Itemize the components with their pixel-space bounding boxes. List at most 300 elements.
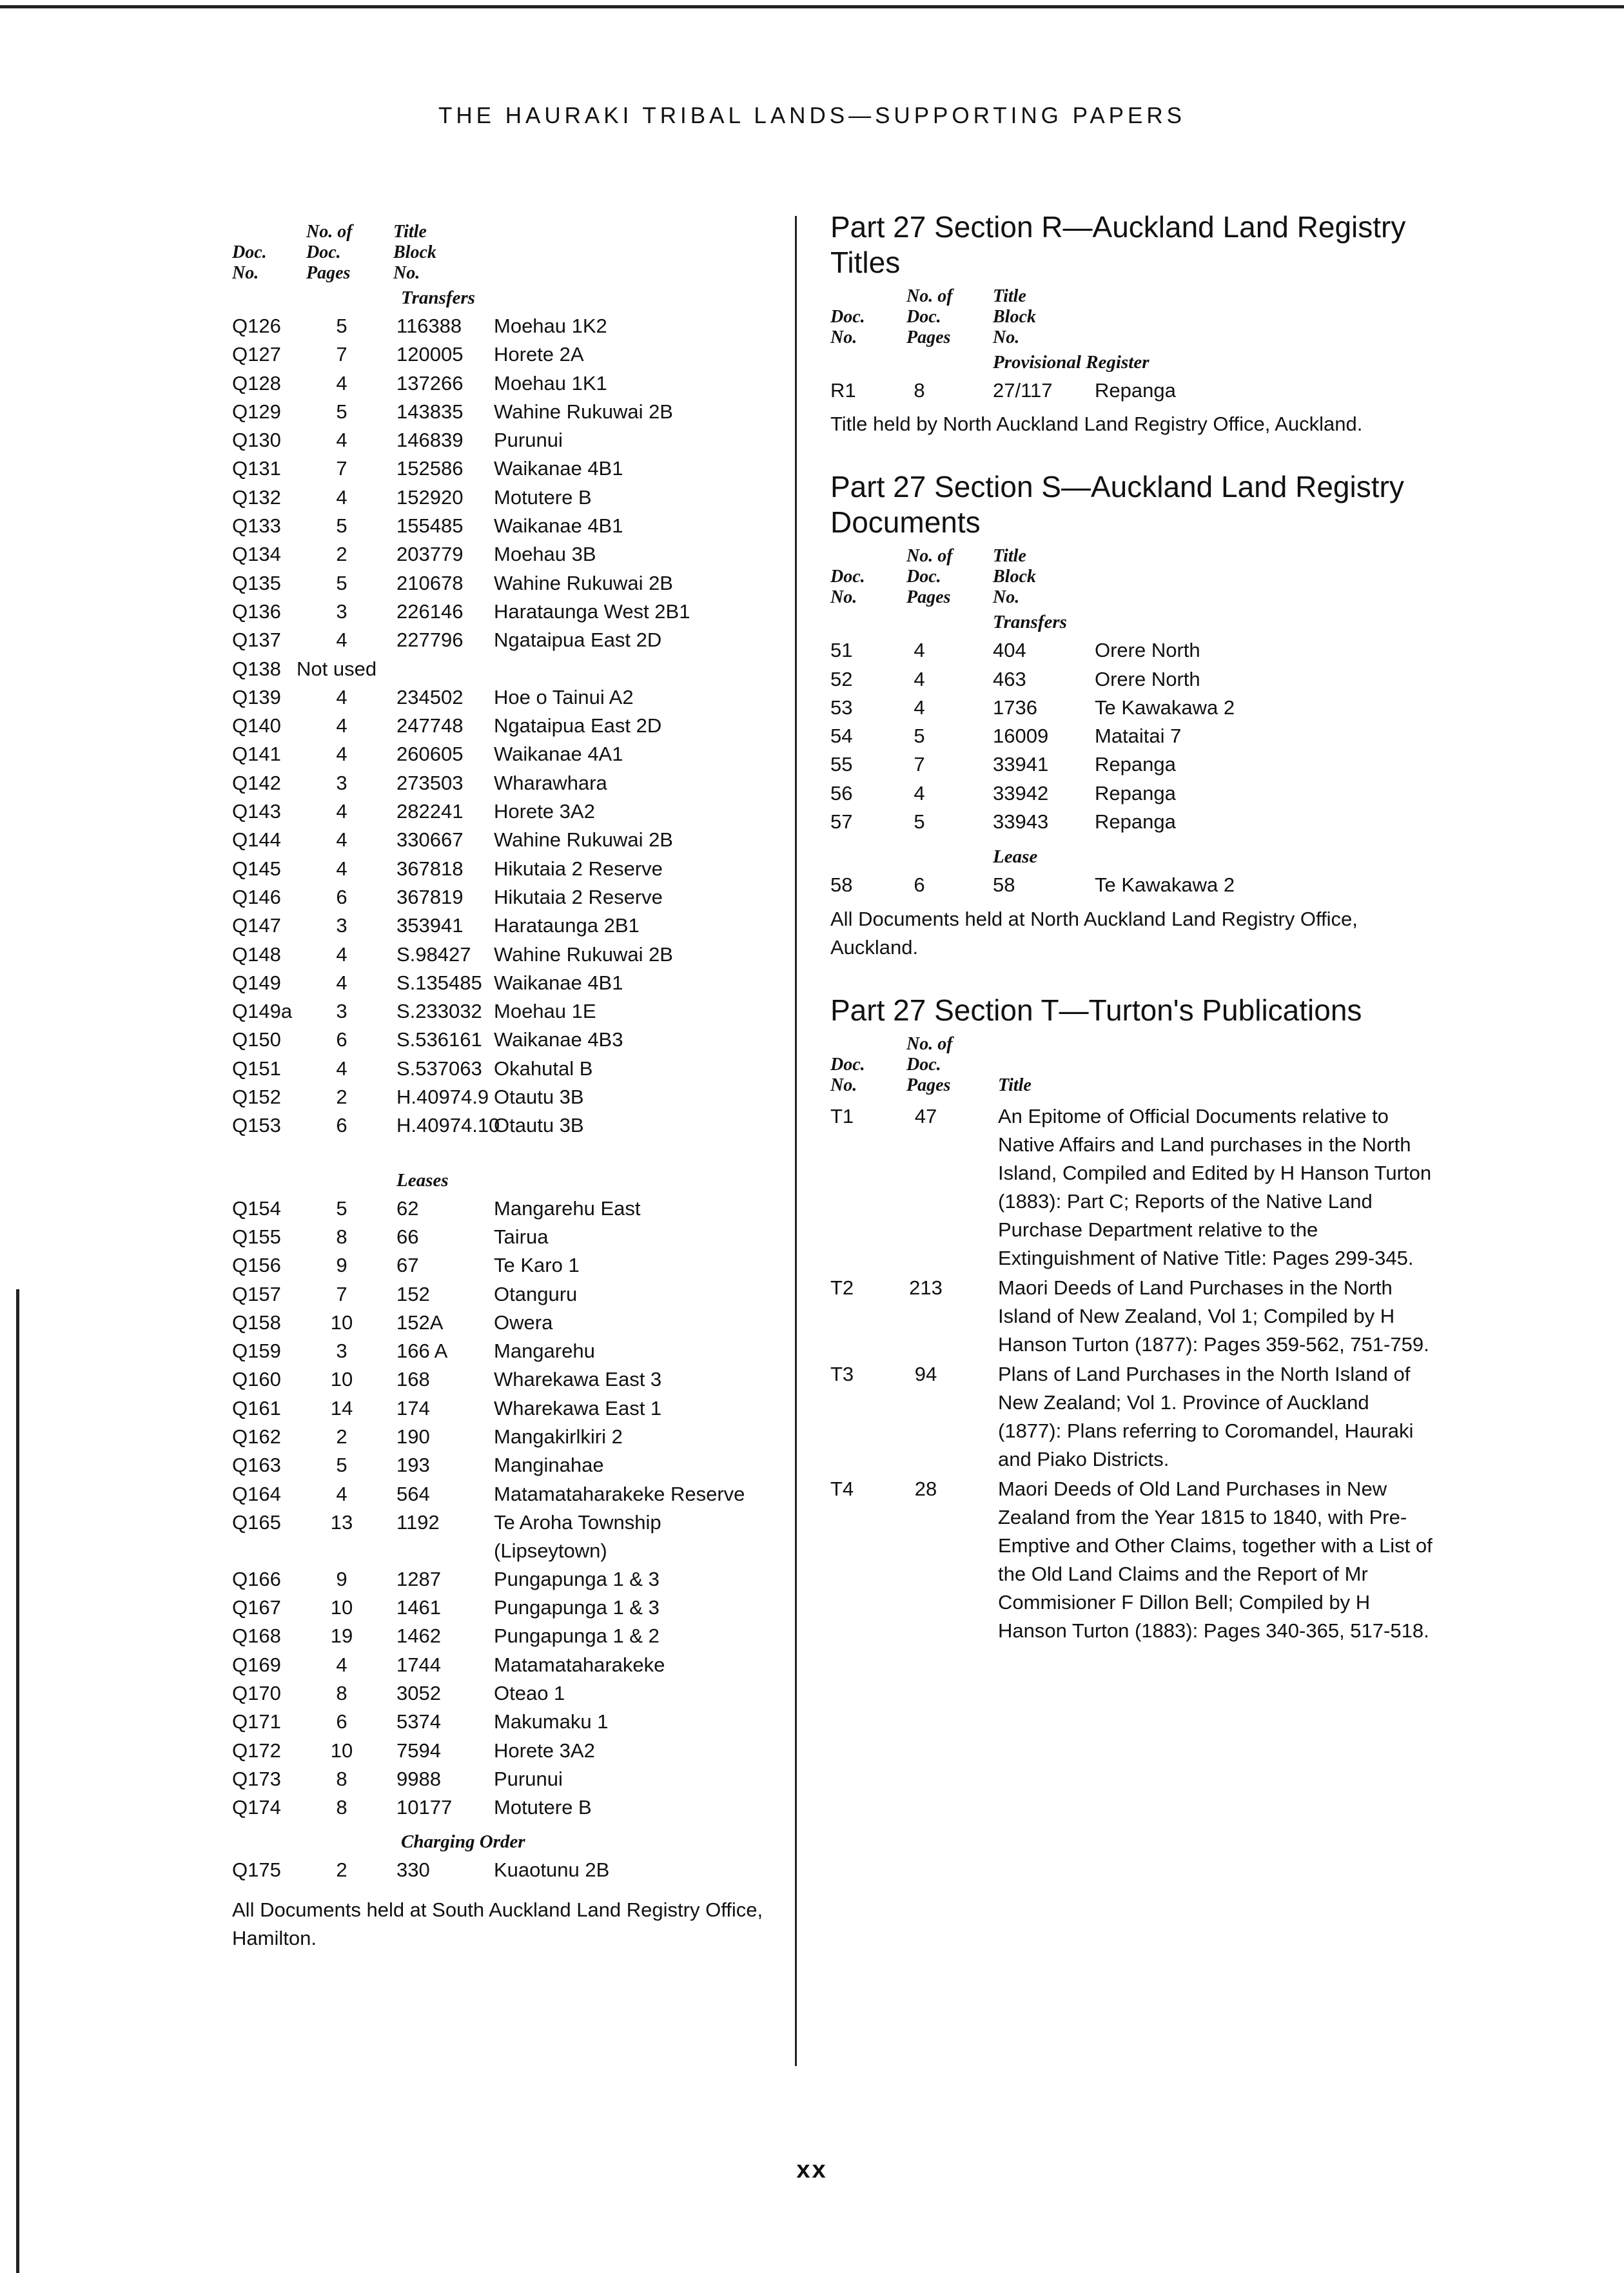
doc-no-cell: Q150 [232, 1028, 281, 1051]
block-no-cell: 152586 [396, 457, 464, 480]
block-name-cell: Manginahae [494, 1454, 604, 1477]
block-name-cell: Otanguru [494, 1282, 578, 1305]
block-name-cell: Mataitai 7 [1095, 725, 1182, 748]
table-row [232, 1856, 774, 1884]
doc-no-cell: Q126 [232, 315, 281, 337]
section-s-title: Part 27 Section S—Auckland Land Registry Documents [830, 470, 1404, 540]
block-no-cell: 247748 [396, 714, 464, 737]
block-no-cell: 33943 [993, 810, 1049, 834]
page-border-left [16, 1289, 19, 2273]
doc-no-cell: Q137 [232, 629, 281, 652]
table-row [830, 1102, 1436, 1273]
pages-cell: 4 [336, 942, 347, 966]
section-s-note: All Documents held at North Auckland Land Registry Office, Auckland. [830, 907, 1358, 959]
pages-cell: 4 [336, 429, 347, 452]
block-name-cell: Mangarehu [494, 1340, 595, 1363]
block-no-cell: 27/117 [993, 379, 1053, 402]
block-name-cell: Moehau 1K1 [494, 371, 607, 395]
header-pages: No. of Doc. Pages [906, 1033, 953, 1095]
page-border-top [0, 5, 1624, 8]
doc-no-cell: Q157 [232, 1282, 281, 1305]
block-no-cell: 146839 [396, 429, 464, 452]
pages-cell: 4 [336, 1482, 347, 1505]
doc-no-cell: Q129 [232, 400, 281, 423]
block-no-cell: 260605 [396, 743, 464, 766]
block-no-cell: 16009 [993, 725, 1049, 748]
pages-cell: 4 [914, 781, 925, 805]
table-row [232, 769, 774, 797]
subheading-lease: Lease [993, 846, 1038, 868]
pages-cell: 3 [336, 600, 347, 623]
table-row [232, 1765, 774, 1793]
pages-cell: 2 [336, 1858, 347, 1881]
section-t-list [830, 1102, 1436, 1645]
left-transfers-list [232, 312, 774, 1140]
doc-no-cell: Q161 [232, 1396, 281, 1419]
pages-cell: 4 [336, 1653, 347, 1676]
pages-cell: 9 [336, 1254, 347, 1277]
table-row [232, 883, 774, 912]
table-row [232, 912, 774, 940]
header-doc-no: Doc. No. [830, 1054, 865, 1095]
block-no-cell: 3052 [396, 1682, 441, 1705]
block-no-cell: 193 [396, 1454, 430, 1477]
header-pages: No. of Doc. Pages [306, 222, 353, 283]
header-title-block: Title Block No. [393, 222, 436, 283]
table-row [232, 1708, 774, 1736]
pages-cell: 4 [336, 371, 347, 395]
block-no-cell: 166 A [396, 1340, 448, 1363]
doc-no-cell: T3 [830, 1362, 854, 1385]
block-no-cell: 1461 [396, 1596, 441, 1619]
pages-cell: 6 [336, 885, 347, 908]
block-no-cell: 353941 [396, 914, 464, 937]
block-name-cell: Wahine Rukuwai 2B [494, 942, 673, 966]
block-name-cell: Matamataharakeke Reserve [494, 1482, 745, 1505]
block-no-cell: 62 [396, 1196, 419, 1220]
block-no-cell: H.40974.9 [396, 1086, 489, 1109]
block-name-cell: Mangarehu East [494, 1196, 641, 1220]
pages-cell: 6 [336, 1710, 347, 1733]
header-doc-no: Doc. No. [830, 307, 865, 347]
header-title-block: Title Block No. [993, 546, 1036, 608]
block-name-cell: Hoe o Tainui A2 [494, 685, 634, 708]
doc-no-cell: Q156 [232, 1254, 281, 1277]
doc-no-cell: Q151 [232, 1057, 281, 1080]
block-no-cell: 155485 [396, 514, 464, 538]
pages-cell: 6 [336, 1114, 347, 1137]
block-name-cell: Te Karo 1 [494, 1254, 580, 1277]
doc-no-cell: Q135 [232, 571, 281, 594]
table-row [830, 750, 1436, 779]
table-row [232, 369, 774, 398]
table-row [830, 871, 1436, 899]
doc-no-cell: Q131 [232, 457, 281, 480]
block-name-cell: Tairua [494, 1225, 549, 1248]
doc-no-cell: Q149a [232, 1000, 293, 1023]
doc-no-cell: Q144 [232, 828, 281, 852]
block-no-cell: S.135485 [396, 971, 482, 994]
table-row [232, 312, 774, 340]
section-r-header [830, 280, 1436, 348]
block-no-cell: 1462 [396, 1624, 441, 1648]
table-row [830, 665, 1436, 694]
block-name-cell: Hikutaia 2 Reserve [494, 857, 663, 880]
block-name-cell: Waikanae 4A1 [494, 743, 623, 766]
block-no-cell: 1287 [396, 1567, 441, 1590]
block-name-cell: Repanga [1095, 781, 1176, 805]
pages-cell: 8 [336, 1796, 347, 1819]
pages-cell: 4 [336, 828, 347, 852]
block-name-cell: Makumaku 1 [494, 1710, 609, 1733]
section-t-title: Part 27 Section T—Turton's Publications [830, 993, 1362, 1027]
doc-no-cell: Q166 [232, 1567, 281, 1590]
title-cell: An Epitome of Official Documents relative to Native Affairs and Land purchases in the North Island, Compiled and Edited by H Hanson Turton (1883): Part C; Reports of the Native Land Purchase Department relative to the Extinguishment of Native Title: Pages 299-345. [998, 1104, 1432, 1269]
block-name-cell: Waikanae 4B1 [494, 457, 623, 480]
pages-cell: 19 [330, 1624, 353, 1648]
pages-cell: 5 [336, 400, 347, 423]
table-row [232, 1423, 774, 1451]
subheading-provisional-register: Provisional Register [993, 352, 1150, 373]
left-leases-list [232, 1195, 774, 1822]
title-cell: Plans of Land Purchases in the North Island of New Zealand; Vol 1. Province of Auckland (1877): Plans referring to Coromandel, Hauraki and Piako Districts. [998, 1362, 1414, 1470]
doc-no-cell: 58 [830, 873, 853, 897]
pages-cell: 47 [914, 1104, 937, 1127]
block-name-cell: Orere North [1095, 639, 1200, 662]
doc-no-cell: 53 [830, 696, 853, 719]
table-row [830, 1475, 1436, 1645]
doc-no-cell: Q159 [232, 1340, 281, 1363]
block-name-cell: Wahine Rukuwai 2B [494, 828, 673, 852]
block-no-cell: 116388 [396, 315, 462, 337]
block-no-cell: 404 [993, 639, 1026, 662]
block-name-cell: Pungapunga 1 & 3 [494, 1567, 660, 1590]
table-row [830, 1274, 1436, 1359]
block-name-cell: Waikanae 4B3 [494, 1028, 623, 1051]
header-title: Title [998, 1075, 1032, 1095]
block-name-cell: Wharekawa East 3 [494, 1368, 662, 1391]
table-row [232, 969, 774, 997]
subheading-transfers: Transfers [993, 612, 1067, 633]
pages-cell: 4 [336, 800, 347, 823]
table-row [232, 1651, 774, 1679]
block-name-cell: Harataunga West 2B1 [494, 600, 690, 623]
block-no-cell: 330 [396, 1858, 430, 1881]
doc-no-cell: Q128 [232, 371, 281, 395]
block-no-cell: S.98427 [396, 942, 471, 966]
doc-no-cell: Q141 [232, 743, 281, 766]
table-row [232, 1365, 774, 1394]
block-no-cell: 203779 [396, 543, 464, 566]
block-name-cell: Te Kawakawa 2 [1095, 696, 1235, 719]
block-no-cell: 174 [396, 1396, 430, 1419]
table-row [232, 941, 774, 969]
table-row [232, 655, 774, 683]
pages-cell: 10 [330, 1368, 353, 1391]
block-name-cell: Repanga [1095, 810, 1176, 834]
block-name-cell: Pungapunga 1 & 3 [494, 1596, 660, 1619]
pages-cell: 3 [336, 771, 347, 794]
pages-cell: 6 [914, 873, 925, 897]
table-row [232, 1195, 774, 1223]
table-row [232, 1480, 774, 1508]
block-no-cell: 463 [993, 667, 1026, 690]
block-name-cell: Waikanae 4B1 [494, 971, 623, 994]
table-row [232, 1394, 774, 1423]
block-name-cell: Motutere B [494, 1796, 592, 1819]
pages-cell: 13 [330, 1510, 353, 1534]
block-no-cell: 330667 [396, 828, 464, 852]
pages-cell: 4 [336, 1057, 347, 1080]
subheading-charging-order: Charging Order [401, 1831, 525, 1852]
block-name-cell: Ngataipua East 2D [494, 714, 662, 737]
block-name-cell: Moehau 1K2 [494, 315, 607, 337]
doc-no-cell: Q146 [232, 885, 281, 908]
block-no-cell: 1744 [396, 1653, 441, 1676]
left-note: All Documents held at South Auckland Land Registry Office, Hamilton. [232, 1898, 763, 1949]
doc-no-cell: Q173 [232, 1767, 281, 1790]
block-name-cell: Horete 2A [494, 343, 584, 366]
table-row [232, 1083, 774, 1111]
pages-cell: 8 [336, 1682, 347, 1705]
table-row [232, 1223, 774, 1251]
table-row [232, 855, 774, 883]
table-row [232, 1251, 774, 1280]
block-no-cell: S.233032 [396, 1000, 482, 1023]
table-row [232, 569, 774, 598]
header-title-block: Title Block No. [993, 286, 1036, 347]
doc-no-cell: Q163 [232, 1454, 281, 1477]
block-no-cell: 152920 [396, 485, 464, 509]
pages-cell: 5 [336, 1196, 347, 1220]
block-no-cell: H.40974.10 [396, 1114, 500, 1137]
block-no-cell: 367818 [396, 857, 464, 880]
table-row [232, 1451, 774, 1479]
pages-cell: 7 [914, 753, 925, 776]
table-row [232, 454, 774, 483]
pages-cell: 5 [914, 725, 925, 748]
table-row [232, 598, 774, 626]
table-row [232, 1280, 774, 1309]
table-row [232, 1737, 774, 1765]
block-name-cell: Purunui [494, 429, 563, 452]
doc-no-cell: Q160 [232, 1368, 281, 1391]
doc-no-cell: Q172 [232, 1739, 281, 1762]
block-no-cell: 273503 [396, 771, 464, 794]
pages-cell: 8 [336, 1767, 347, 1790]
table-row [830, 694, 1436, 722]
block-no-cell: 120005 [396, 343, 464, 366]
block-name-cell: Otautu 3B [494, 1114, 584, 1137]
doc-no-cell: Q165 [232, 1510, 281, 1534]
pages-cell: 3 [336, 1340, 347, 1363]
block-no-cell: 152A [396, 1311, 444, 1334]
doc-no-cell: Q145 [232, 857, 281, 880]
doc-no-cell: T4 [830, 1477, 854, 1500]
subheading-leases: Leases [396, 1169, 449, 1191]
pages-cell: 4 [336, 629, 347, 652]
doc-no-cell: Q139 [232, 685, 281, 708]
table-row [232, 483, 774, 512]
pages-cell: 10 [330, 1596, 353, 1619]
doc-no-cell: Q154 [232, 1196, 281, 1220]
block-no-cell: 143835 [396, 400, 464, 423]
table-row [232, 540, 774, 569]
doc-no-cell: Q148 [232, 942, 281, 966]
doc-no-cell: Q133 [232, 514, 281, 538]
block-no-cell: 1736 [993, 696, 1037, 719]
pages-cell: 2 [336, 543, 347, 566]
table-row [830, 1360, 1436, 1474]
header-pages: No. of Doc. Pages [906, 286, 953, 347]
doc-no-cell: 51 [830, 639, 853, 662]
doc-no-cell: Q134 [232, 543, 281, 566]
table-row [830, 376, 1436, 405]
block-name-cell: Okahutal B [494, 1057, 593, 1080]
pages-cell: 4 [336, 714, 347, 737]
block-no-cell: 227796 [396, 629, 464, 652]
block-no-cell: 226146 [396, 600, 464, 623]
block-no-cell: 564 [396, 1482, 430, 1505]
table-row [232, 1793, 774, 1822]
doc-no-cell: Q171 [232, 1710, 281, 1733]
block-name-cell: Mangakirlkiri 2 [494, 1425, 623, 1448]
header-doc-no: Doc. No. [830, 567, 865, 608]
table-row [232, 512, 774, 540]
block-no-cell: 234502 [396, 685, 464, 708]
pages-cell: 2 [336, 1425, 347, 1448]
table-row [232, 398, 774, 426]
table-row [232, 1622, 774, 1650]
pages-cell: 94 [914, 1362, 937, 1385]
pages-cell: 7 [336, 1282, 347, 1305]
table-row [232, 797, 774, 826]
block-no-cell: 210678 [396, 571, 464, 594]
block-name-cell: Wharekawa East 1 [494, 1396, 662, 1419]
doc-no-cell: Q132 [232, 485, 281, 509]
block-name-cell: Oteao 1 [494, 1682, 565, 1705]
subheading-transfers: Transfers [401, 288, 475, 308]
block-name-cell: Otautu 3B [494, 1086, 584, 1109]
page-number: xx [796, 2156, 828, 2183]
block-no-cell: 152 [396, 1282, 430, 1305]
table-row [232, 1679, 774, 1708]
table-row [232, 426, 774, 454]
doc-no-cell: Q147 [232, 914, 281, 937]
block-name-cell: Repanga [1095, 379, 1176, 402]
table-row [232, 626, 774, 654]
block-no-cell: 7594 [396, 1739, 441, 1762]
pages-cell: 8 [914, 379, 925, 402]
not-used-note: Not used [297, 657, 377, 680]
table-row [232, 997, 774, 1026]
doc-no-cell: 56 [830, 781, 853, 805]
column-divider [795, 216, 797, 2066]
section-r-title: Part 27 Section R—Auckland Land Registry Titles [830, 210, 1406, 279]
pages-cell: 10 [330, 1739, 353, 1762]
table-row [232, 1055, 774, 1083]
block-no-cell: 1192 [396, 1510, 440, 1534]
pages-cell: 5 [336, 514, 347, 538]
pages-cell: 14 [330, 1396, 353, 1419]
doc-no-cell: Q162 [232, 1425, 281, 1448]
doc-no-cell: Q152 [232, 1086, 281, 1109]
block-name-cell: Hikutaia 2 Reserve [494, 885, 663, 908]
doc-no-cell: 57 [830, 810, 853, 834]
table-row [830, 808, 1436, 836]
pages-cell: 4 [914, 696, 925, 719]
header-pages: No. of Doc. Pages [906, 546, 953, 608]
block-name-cell: Te Aroha Township (Lipseytown) [494, 1510, 661, 1562]
block-name-cell: Horete 3A2 [494, 1739, 595, 1762]
block-name-cell: Matamataharakeke [494, 1653, 665, 1676]
doc-no-cell: Q174 [232, 1796, 281, 1819]
table-row [232, 1508, 774, 1565]
doc-no-cell: Q155 [232, 1225, 281, 1248]
block-name-cell: Owera [494, 1311, 553, 1334]
right-column [830, 210, 1436, 1646]
doc-no-cell: Q153 [232, 1114, 281, 1137]
block-name-cell: Motutere B [494, 485, 592, 509]
table-row [232, 712, 774, 740]
table-row [232, 340, 774, 369]
pages-cell: 9 [336, 1567, 347, 1590]
block-name-cell: Waikanae 4B1 [494, 514, 623, 538]
pages-cell: 213 [909, 1276, 943, 1299]
doc-no-cell: Q164 [232, 1482, 281, 1505]
left-column [232, 216, 774, 1953]
pages-cell: 4 [914, 667, 925, 690]
table-header [232, 216, 774, 284]
table-row [232, 826, 774, 854]
section-r-note: Title held by North Auckland Land Registry Office, Auckland. [830, 413, 1363, 436]
running-head: THE HAURAKI TRIBAL LANDS—SUPPORTING PAPERS [438, 103, 1186, 128]
pages-cell: 28 [914, 1477, 937, 1500]
pages-cell: 5 [336, 571, 347, 594]
table-row [830, 636, 1436, 665]
doc-no-cell: Q175 [232, 1858, 281, 1881]
left-charging-list [232, 1856, 774, 1884]
doc-no-cell: Q143 [232, 800, 281, 823]
section-r-list [830, 376, 1436, 405]
doc-no-cell: T2 [830, 1276, 854, 1299]
section-s-transfers-list [830, 636, 1436, 836]
block-name-cell: Wharawhara [494, 771, 607, 794]
block-no-cell: 33941 [993, 753, 1049, 776]
doc-no-cell: Q149 [232, 971, 281, 994]
header-doc-no: Doc. No. [232, 242, 267, 283]
block-name-cell: Moehau 1E [494, 1000, 596, 1023]
doc-no-cell: R1 [830, 379, 856, 402]
doc-no-cell: Q138 [232, 657, 281, 680]
block-no-cell: 67 [396, 1254, 419, 1277]
table-row [232, 1565, 774, 1594]
block-name-cell: Kuaotunu 2B [494, 1858, 610, 1881]
section-s-header [830, 540, 1436, 608]
table-row [232, 1026, 774, 1054]
pages-cell: 5 [336, 315, 347, 337]
block-name-cell: Orere North [1095, 667, 1200, 690]
block-no-cell: 66 [396, 1225, 419, 1248]
doc-no-cell: Q136 [232, 600, 281, 623]
block-name-cell: Repanga [1095, 753, 1176, 776]
doc-no-cell: Q167 [232, 1596, 281, 1619]
block-no-cell: 58 [993, 873, 1015, 897]
section-t-header [830, 1028, 1436, 1096]
pages-cell: 7 [336, 343, 347, 366]
block-name-cell: Wahine Rukuwai 2B [494, 400, 673, 423]
block-no-cell: 137266 [396, 371, 464, 395]
